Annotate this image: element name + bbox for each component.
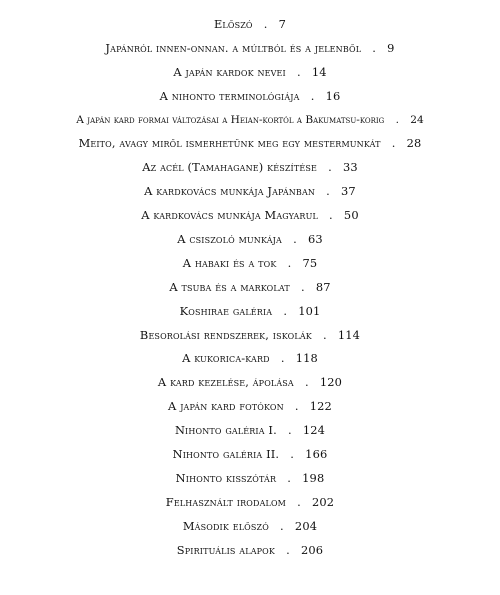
toc-page-number: 28	[406, 136, 422, 151]
toc-separator: .	[263, 17, 268, 31]
toc-entry-title: Második előszó	[182, 518, 269, 533]
toc-separator: .	[280, 518, 284, 533]
toc-page-number: 198	[302, 470, 325, 485]
toc-entry-title: Nihonto galéria II.	[172, 447, 280, 462]
toc-entry	[0, 228, 500, 252]
toc-entry	[0, 132, 500, 156]
toc-entry-title: A japán kard formai változásai a Heian-kortól a Bakumatsu-korig	[76, 113, 385, 126]
toc-separator: .	[300, 279, 305, 294]
toc-entry	[0, 180, 500, 204]
toc-separator: .	[280, 351, 285, 366]
toc-entry	[0, 252, 500, 276]
toc-entry-title: A japán kard fotókon	[168, 399, 284, 414]
toc-page-number: 63	[307, 232, 323, 247]
toc-separator: .	[286, 542, 290, 557]
toc-separator: .	[294, 399, 299, 414]
toc-entry-title: Koshirae galéria	[179, 303, 273, 318]
toc-entry-title: Az acél (Tamahagane) készítése	[142, 160, 317, 175]
toc-separator: .	[287, 423, 292, 438]
toc-separator: .	[372, 40, 377, 55]
toc-page-number: 24	[410, 113, 424, 126]
toc-separator: .	[326, 184, 330, 199]
toc-separator: .	[322, 327, 327, 342]
toc-separator: .	[287, 470, 292, 485]
toc-entry-title: Felhasznált irodalom	[165, 494, 287, 509]
toc-separator: .	[304, 375, 309, 390]
toc-entry	[0, 443, 500, 467]
toc-entry	[0, 13, 500, 37]
toc-entry-title: A habaki és a tok	[182, 255, 277, 270]
toc-separator: .	[329, 208, 333, 223]
toc-entry	[0, 419, 500, 443]
toc-entry	[0, 156, 500, 180]
toc-entry-title: Japánról innen-onnan. a múltból és a jelenből	[105, 40, 362, 55]
toc-entry	[0, 85, 500, 109]
toc-entry	[0, 539, 500, 563]
toc-page-number: 101	[298, 303, 321, 318]
toc-entry-title: A japán kardok nevei	[173, 64, 286, 79]
toc-page-number: 202	[312, 494, 335, 509]
toc-separator: .	[328, 160, 332, 175]
toc-separator: .	[290, 447, 295, 462]
toc-entry	[0, 467, 500, 491]
table-of-contents	[0, 13, 500, 562]
toc-entry-title: A kardkovács munkája Japánban	[144, 184, 316, 199]
toc-entry	[0, 109, 500, 133]
toc-separator: .	[391, 136, 396, 151]
toc-page-number: 118	[295, 351, 318, 366]
toc-page-number: 204	[294, 518, 318, 533]
toc-page-number: 9	[387, 40, 395, 55]
toc-separator: .	[297, 494, 301, 509]
toc-entry-title: A tsuba és a markolat	[169, 279, 290, 294]
toc-page-number: 206	[301, 542, 324, 557]
toc-page-number: 166	[305, 447, 328, 462]
toc-entry-title: Meito, avagy miről ismerhetünk meg egy mestermunkát	[78, 136, 381, 151]
toc-entry	[0, 204, 500, 228]
toc-entry	[0, 276, 500, 300]
toc-entry	[0, 61, 500, 85]
toc-page-number: 124	[302, 423, 326, 438]
toc-entry	[0, 371, 500, 395]
toc-separator: .	[395, 113, 399, 126]
toc-entry-title: Spirituális alapok	[176, 542, 275, 557]
toc-page-number: 33	[342, 160, 358, 175]
toc-entry-title: Előszó	[213, 17, 253, 31]
toc-entry-title: Besorolási rendszerek, iskolák	[139, 327, 312, 342]
toc-separator: .	[293, 232, 297, 247]
toc-separator: .	[310, 88, 315, 103]
toc-page-number: 87	[315, 279, 331, 294]
toc-page-number: 75	[302, 255, 318, 270]
toc-entry	[0, 37, 500, 61]
toc-separator: .	[287, 255, 292, 270]
toc-page-number: 16	[325, 88, 341, 103]
toc-entry	[0, 491, 500, 515]
toc-entry	[0, 515, 500, 539]
toc-entry-title: A kukorica-kard	[182, 351, 270, 366]
toc-entry	[0, 347, 500, 371]
toc-entry	[0, 324, 500, 348]
toc-page-number: 114	[337, 327, 361, 342]
toc-separator: .	[296, 64, 301, 79]
toc-separator: .	[283, 303, 288, 318]
toc-entry	[0, 300, 500, 324]
toc-page-number: 50	[343, 208, 359, 223]
toc-entry-title: A nihonto terminológiája	[159, 88, 300, 103]
toc-entry	[0, 395, 500, 419]
toc-page-number: 7	[278, 17, 287, 31]
toc-entry-title: A kardkovács munkája Magyarul	[141, 208, 318, 223]
toc-page-number: 122	[309, 399, 332, 414]
toc-page-number: 37	[341, 184, 356, 199]
toc-page-number: 120	[319, 375, 343, 390]
toc-entry-title: A csiszoló munkája	[177, 232, 282, 247]
toc-entry-title: A kard kezelése, ápolása	[157, 375, 294, 390]
toc-entry-title: Nihonto kisszótár	[175, 470, 277, 485]
toc-entry-title: Nihonto galéria I.	[174, 423, 277, 438]
toc-page-number: 14	[311, 64, 327, 79]
